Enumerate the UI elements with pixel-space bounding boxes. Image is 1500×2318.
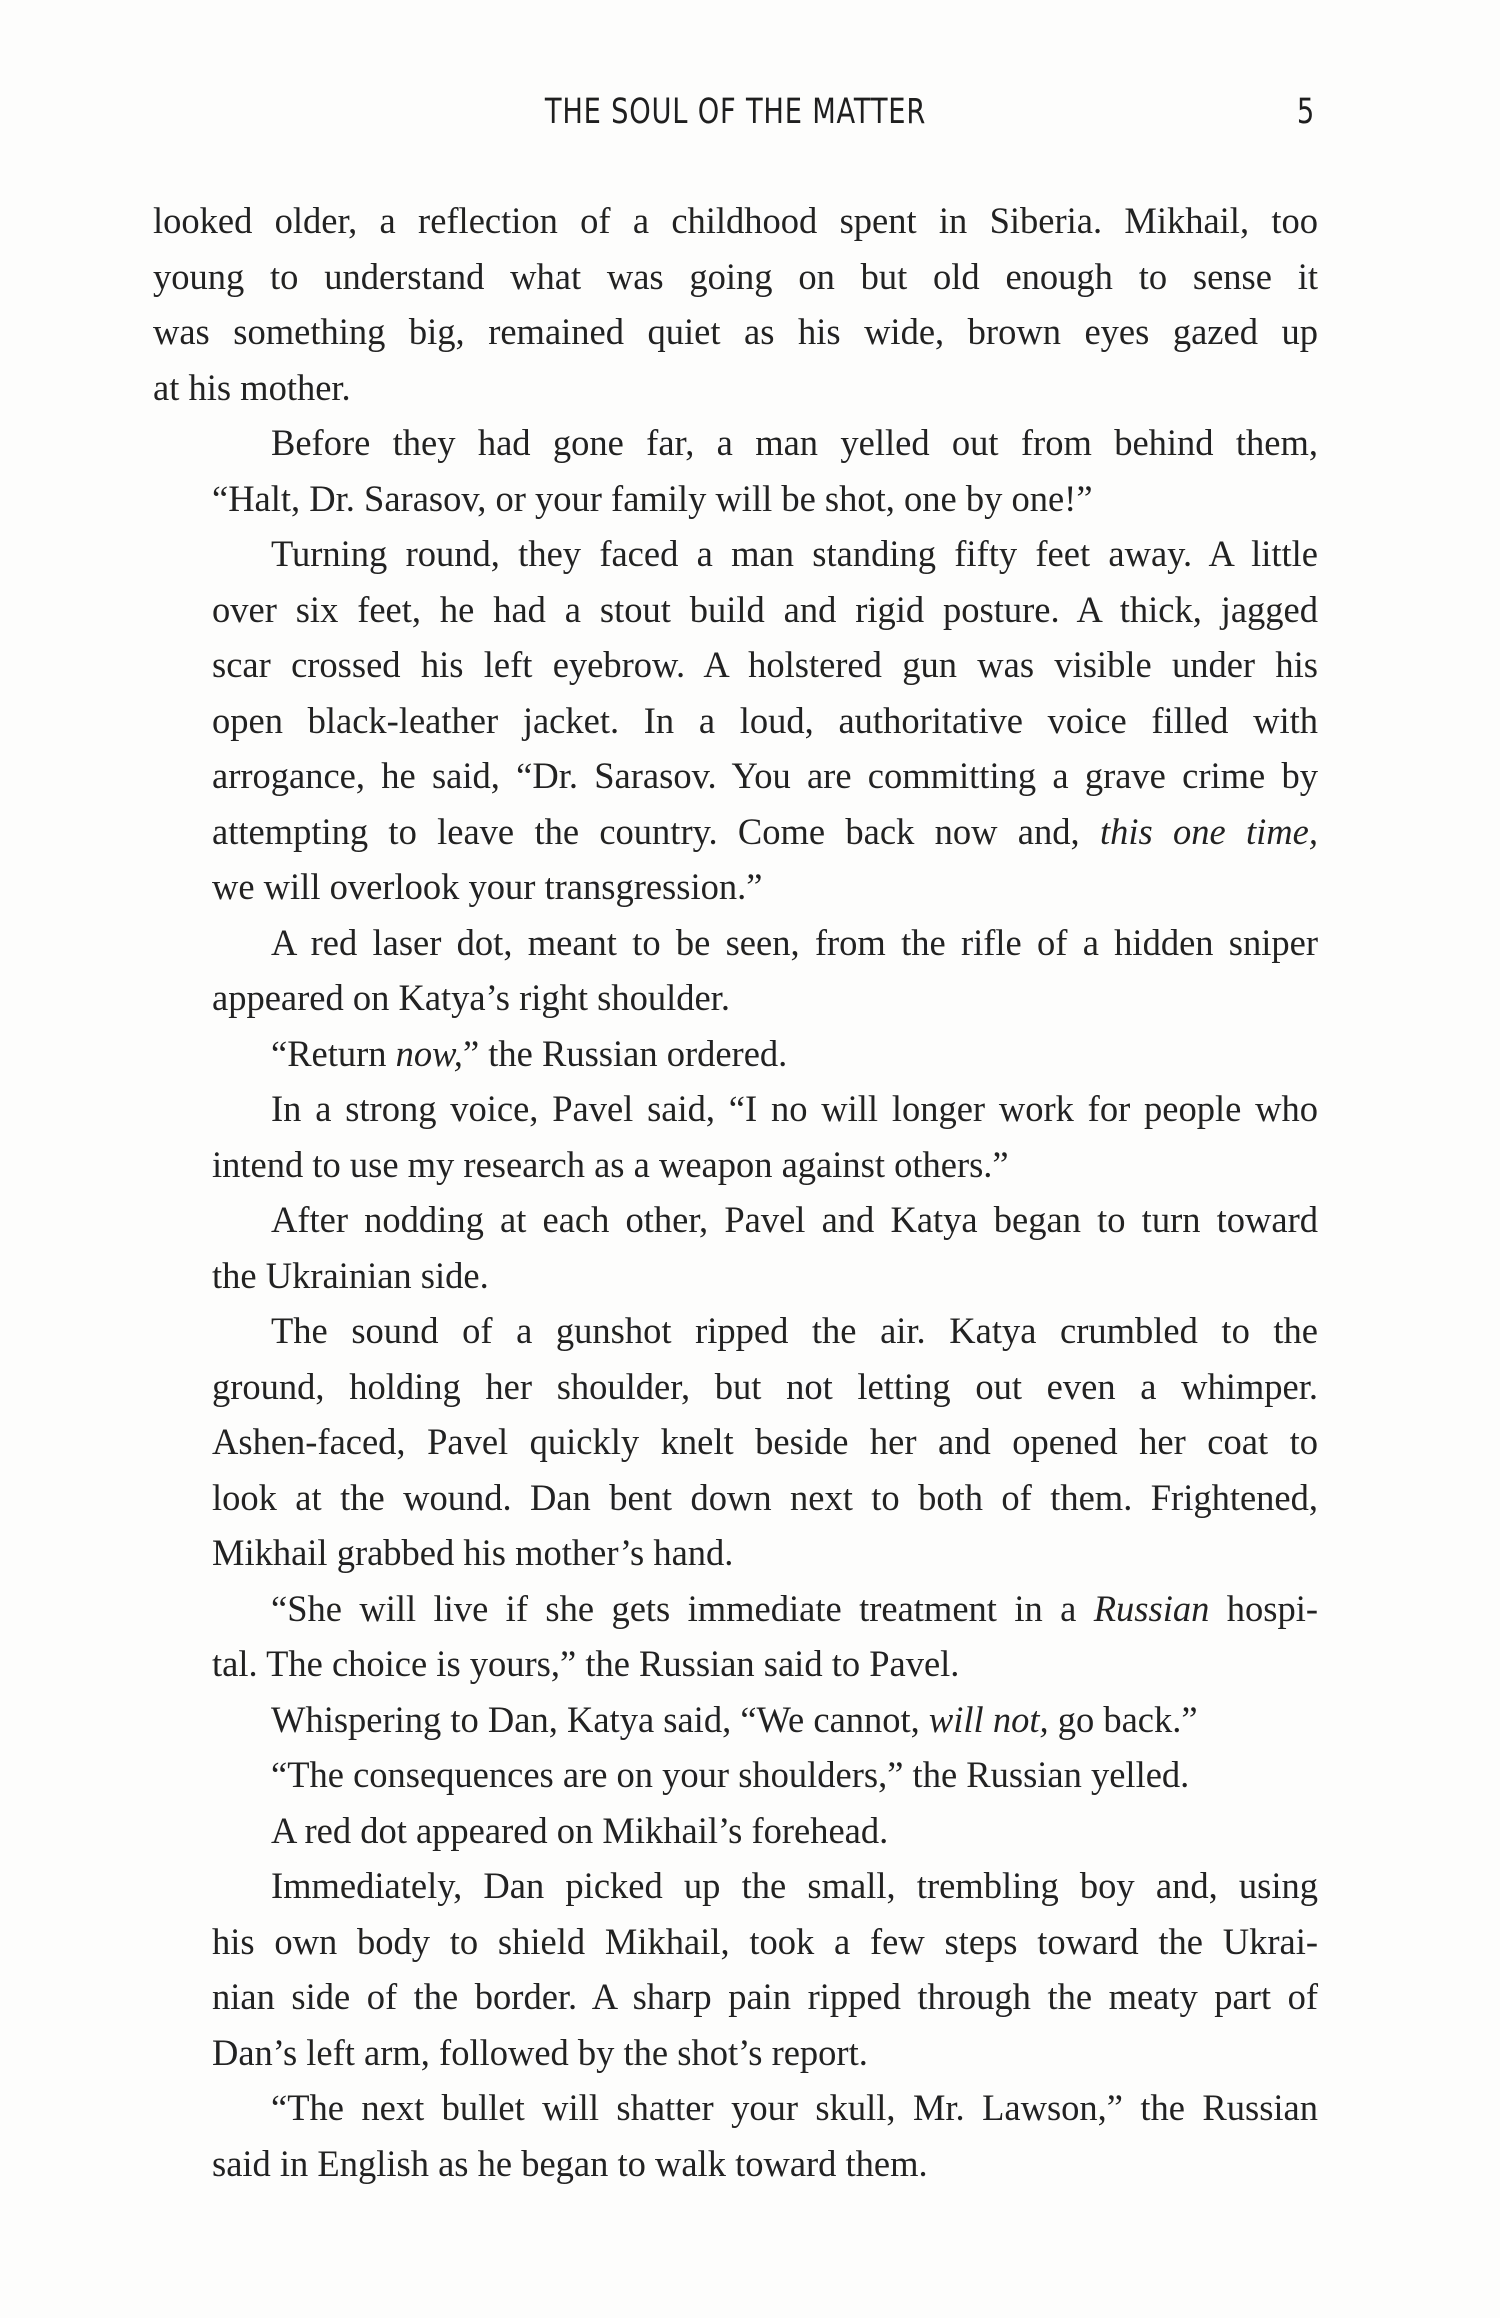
running-head: [153, 92, 1318, 136]
text-line: we will overlook your transgression.”: [212, 866, 763, 907]
italic-text: this one time,: [1099, 810, 1318, 852]
text-run: “She will live if she gets immediate treatment in a: [271, 1587, 1094, 1629]
paragraph: [153, 1303, 1318, 1581]
italic-text: now,: [395, 1032, 463, 1074]
text-line: scar crossed his left eyebrow. A holstered gun was visible under his: [212, 644, 1318, 685]
text-line: A red dot appeared on Mikhail’s forehead.: [271, 1809, 889, 1851]
text-line: intend to use my research as a weapon against others.”: [212, 1143, 1009, 1185]
paragraph: [153, 915, 1318, 1026]
text-line: ground, holding her shoulder, but not letting out even a whimper.: [212, 1365, 1318, 1407]
text-line: Before they had gone far, a man yelled out from behind them,: [271, 422, 1318, 463]
text-line: his own body to shield Mikhail, took a few steps toward the Ukrai-: [212, 1920, 1318, 1962]
running-head-title: THE SOUL OF THE MATTER: [544, 92, 927, 132]
italic-text: Russian: [1093, 1587, 1210, 1629]
text-line: looked older, a reflection of a childhood spent in Siberia. Mikhail, too: [153, 200, 1318, 241]
text-line: [153, 804, 1318, 860]
text-line: Ashen-faced, Pavel quickly knelt beside her and opened her coat to: [212, 1421, 1318, 1462]
text-line: A red laser dot, meant to be seen, from the rifle of a hidden sniper: [271, 921, 1318, 963]
text-line: the Ukrainian side.: [212, 1254, 489, 1296]
text-line: over six feet, he had a stout build and rigid posture. A thick, jagged: [212, 588, 1318, 630]
text-line: Dan’s left arm, followed by the shot’s report.: [212, 2031, 868, 2073]
paragraph: [153, 1081, 1318, 1192]
text-line: [153, 1026, 1318, 1082]
paragraph: [153, 193, 1318, 415]
paragraph: [153, 415, 1318, 526]
text-line: “The consequences are on your shoulders,” the Russian yelled.: [271, 1754, 1190, 1795]
text-line: tal. The choice is yours,” the Russian said to Pavel.: [212, 1643, 960, 1684]
text-line: In a strong voice, Pavel said, “I no will longer work for people who: [271, 1088, 1318, 1129]
text-run: ” the Russian ordered.: [462, 1032, 788, 1074]
text-line: “Halt, Dr. Sarasov, or your family will be shot, one by one!”: [212, 477, 1093, 519]
text-line: After nodding at each other, Pavel and Katya began to turn toward: [271, 1199, 1318, 1240]
text-run: attempting to leave the country. Come back now and,: [212, 810, 1100, 852]
paragraph: [153, 1858, 1318, 2080]
paragraph: [153, 526, 1318, 915]
text-line: arrogance, he said, “Dr. Sarasov. You are committing a grave crime by: [212, 755, 1318, 796]
text-line: The sound of a gunshot ripped the air. Katya crumbled to the: [271, 1310, 1318, 1351]
text-line: open black-leather jacket. In a loud, authoritative voice filled with: [212, 699, 1318, 741]
text-line: Mikhail grabbed his mother’s hand.: [212, 1532, 734, 1573]
text-line: at his mother.: [153, 366, 351, 408]
text-line: “The next bullet will shatter your skull, Mr. Lawson,” the Russian: [271, 2087, 1318, 2128]
paragraph: [153, 1192, 1318, 1303]
italic-text: will not,: [928, 1698, 1049, 1740]
text-run: hospi-: [1209, 1587, 1318, 1629]
text-line: [153, 1692, 1318, 1748]
text-line: look at the wound. Dan bent down next to both of them. Frightened,: [212, 1476, 1318, 1518]
page-number: 5: [1296, 92, 1314, 132]
text-line: nian side of the border. A sharp pain ripped through the meaty part of: [212, 1976, 1318, 2017]
body-text: [153, 193, 1318, 2191]
paragraph: [153, 1581, 1318, 1692]
text-run: go back.”: [1048, 1698, 1198, 1740]
paragraph: [153, 1026, 1318, 1082]
paragraph: [153, 1803, 1318, 1859]
paragraph: [153, 2080, 1318, 2191]
text-run: Whispering to Dan, Katya said, “We cannot,: [271, 1698, 929, 1740]
text-line: appeared on Katya’s right shoulder.: [212, 977, 730, 1018]
text-line: young to understand what was going on but old enough to sense it: [153, 255, 1318, 297]
text-line: Turning round, they faced a man standing fifty feet away. A little: [271, 533, 1318, 574]
text-line: was something big, remained quiet as his wide, brown eyes gazed up: [153, 311, 1318, 352]
text-line: [153, 1581, 1318, 1637]
text-line: Immediately, Dan picked up the small, trembling boy and, using: [271, 1865, 1318, 1906]
text-line: said in English as he began to walk toward them.: [212, 2142, 928, 2184]
paragraph: [153, 1747, 1318, 1803]
paragraph: [153, 1692, 1318, 1748]
text-run: “Return: [271, 1032, 396, 1074]
